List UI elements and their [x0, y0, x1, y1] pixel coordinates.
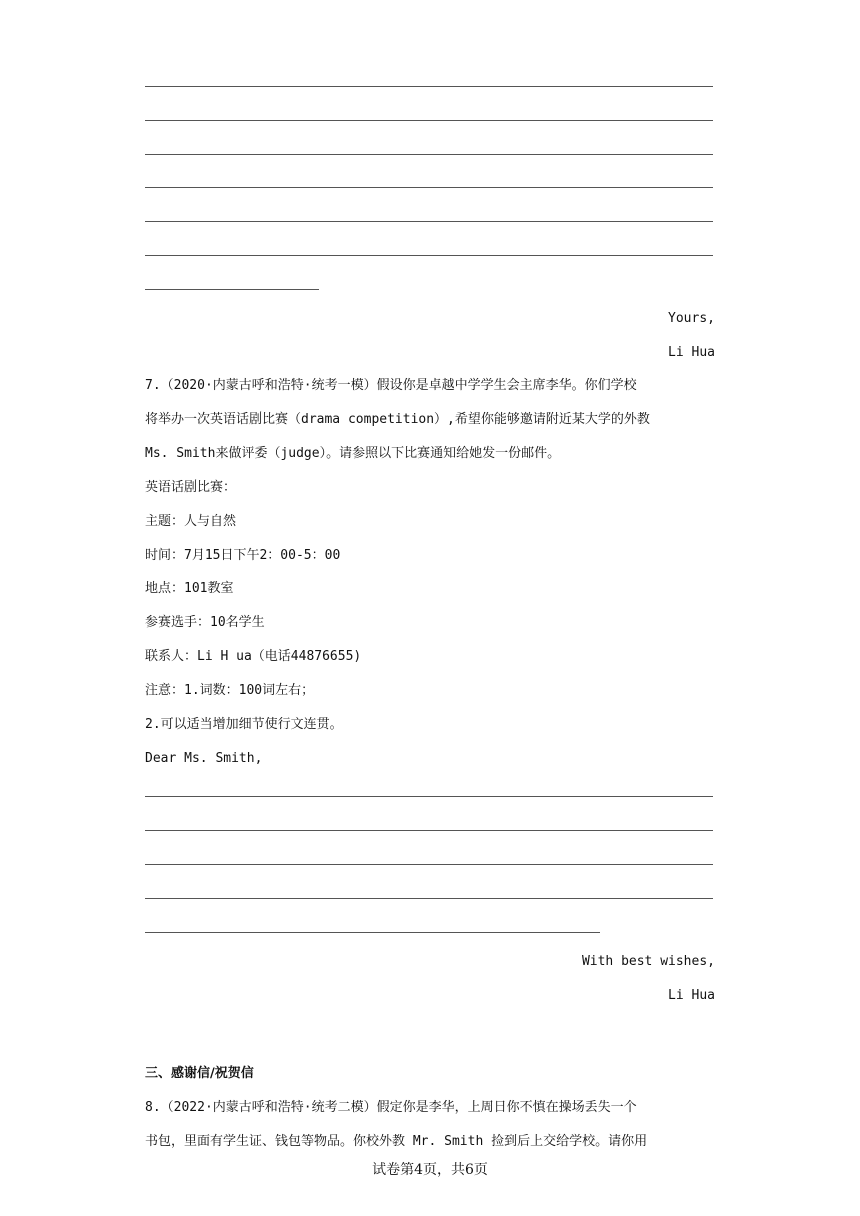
answer-line: [145, 830, 713, 831]
letter-signature: Li Hua: [668, 345, 715, 360]
notice-theme: 主题：人与自然: [145, 514, 237, 529]
answer-line: [145, 86, 713, 87]
notice-time: 时间：7月15日下午2：00-5：00: [145, 548, 341, 563]
note-details: 2.可以适当增加细节使行文连贯。: [145, 717, 343, 732]
answer-line: [145, 796, 713, 797]
notice-contact: 联系人：Li H ua（电话44876655): [145, 649, 362, 664]
answer-line: [145, 864, 713, 865]
answer-line: [145, 221, 713, 222]
question-7-line-1: 7.（2020·内蒙古呼和浩特·统考一模）假设你是卓越中学学生会主席李华。你们学校: [145, 378, 637, 393]
question-7-line-2: 将举办一次英语话剧比赛（drama competition）,希望你能够邀请附近某大学的外教: [145, 412, 650, 427]
letter-closing: Yours,: [668, 311, 715, 326]
answer-line-short: [145, 289, 319, 290]
notice-participants: 参赛选手：10名学生: [145, 615, 265, 630]
question-7-line-3: Ms. Smith来做评委（judge）。请参照以下比赛通知给她发一份邮件。: [145, 446, 561, 461]
letter-closing: With best wishes,: [581, 954, 715, 969]
note-word-count: 注意：1.词数：100词左右；: [145, 683, 315, 698]
notice-title: 英语话剧比赛：: [145, 480, 237, 495]
answer-line: [145, 187, 713, 188]
answer-line-short: [145, 932, 600, 933]
answer-line: [145, 120, 713, 121]
question-8-line-2: 书包，里面有学生证、钱包等物品。你校外教 Mr. Smith 捡到后上交给学校。请你用: [145, 1134, 648, 1149]
answer-line: [145, 898, 713, 899]
letter-greeting: Dear Ms. Smith,: [145, 751, 263, 766]
section-heading: 三、感谢信/祝贺信: [145, 1066, 254, 1081]
notice-place: 地点：101教室: [145, 581, 234, 596]
answer-line: [145, 154, 713, 155]
answer-line: [145, 255, 713, 256]
question-8-line-1: 8.（2022·内蒙古呼和浩特·统考二模）假定你是李华，上周日你不慎在操场丢失一个: [145, 1100, 637, 1115]
letter-signature: Li Hua: [668, 988, 715, 1003]
page-footer: 试卷第4页，共6页: [372, 1162, 488, 1178]
